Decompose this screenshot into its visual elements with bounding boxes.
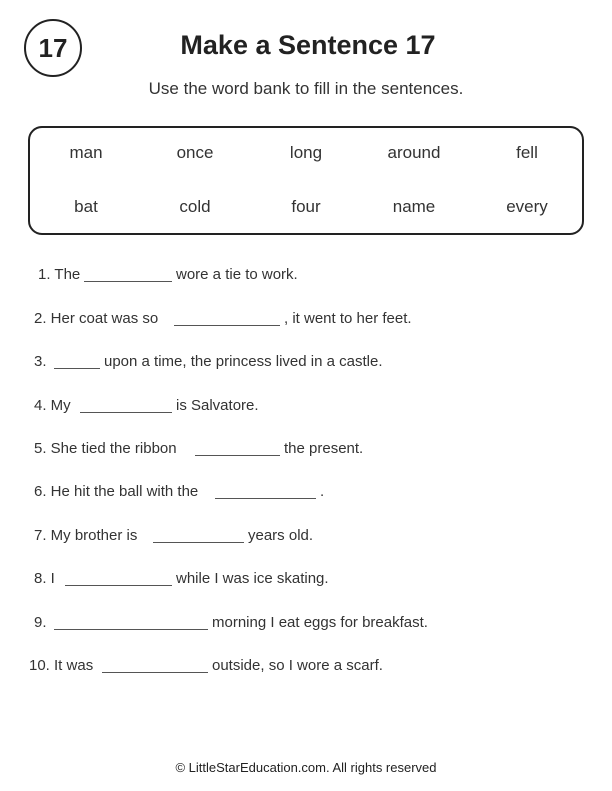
answer-blank[interactable] [215, 498, 316, 499]
sentence-start: 2. Her coat was so [34, 310, 159, 327]
answer-blank[interactable] [174, 325, 280, 326]
word-bank-item: cold [179, 197, 211, 216]
answer-blank[interactable] [80, 412, 172, 413]
sentence-end: outside, so I wore a scarf. [212, 657, 383, 674]
sentence-end: upon a time, the princess lived in a castle. [104, 353, 383, 370]
sentence-start: 8. I [34, 570, 55, 587]
sentence-start: 10. It was [29, 657, 94, 674]
word-bank-item: once [176, 143, 214, 162]
instructions: Use the word bank to fill in the sentences. [148, 79, 464, 98]
word-bank-item: long [289, 143, 323, 162]
sentence-start: 9. [34, 614, 47, 631]
answer-blank[interactable] [195, 455, 280, 456]
copyright-footer: © LittleStarEducation.com. All rights reserved [175, 760, 437, 775]
answer-blank[interactable] [102, 672, 208, 673]
sentence-end: while I was ice skating. [176, 570, 329, 587]
sentence-start: 1. The [38, 266, 81, 283]
answer-blank[interactable] [153, 542, 244, 543]
sentence-start: 7. My brother is [34, 527, 138, 544]
sentence-end: , it went to her feet. [284, 310, 412, 327]
sentence-end: is Salvatore. [176, 397, 259, 414]
sentence-end: morning I eat eggs for breakfast. [212, 614, 428, 631]
word-bank-item: around [387, 143, 441, 162]
sentence-start: 5. She tied the ribbon [34, 440, 177, 457]
sentence-end: . [320, 483, 325, 500]
badge-number: 17 [38, 32, 68, 63]
sentence-start: 6. He hit the ball with the [34, 483, 199, 500]
sentence-start: 3. [34, 353, 47, 370]
answer-blank[interactable] [54, 368, 100, 369]
word-bank-item: fell [516, 143, 538, 162]
answer-blank[interactable] [84, 281, 172, 282]
word-bank-item: bat [74, 197, 98, 216]
sentence-start: 4. My [34, 397, 71, 414]
word-bank-item: man [69, 143, 103, 162]
answer-blank[interactable] [65, 585, 172, 586]
answer-blank[interactable] [54, 629, 208, 630]
word-bank-item: every [506, 197, 548, 216]
word-bank-item: name [392, 197, 436, 216]
sentence-end: wore a tie to work. [176, 266, 298, 283]
page-title: Make a Sentence 17 [180, 30, 436, 60]
sentence-end: the present. [284, 440, 364, 457]
word-bank-item: four [291, 197, 321, 216]
sentence-end: years old. [248, 527, 314, 544]
